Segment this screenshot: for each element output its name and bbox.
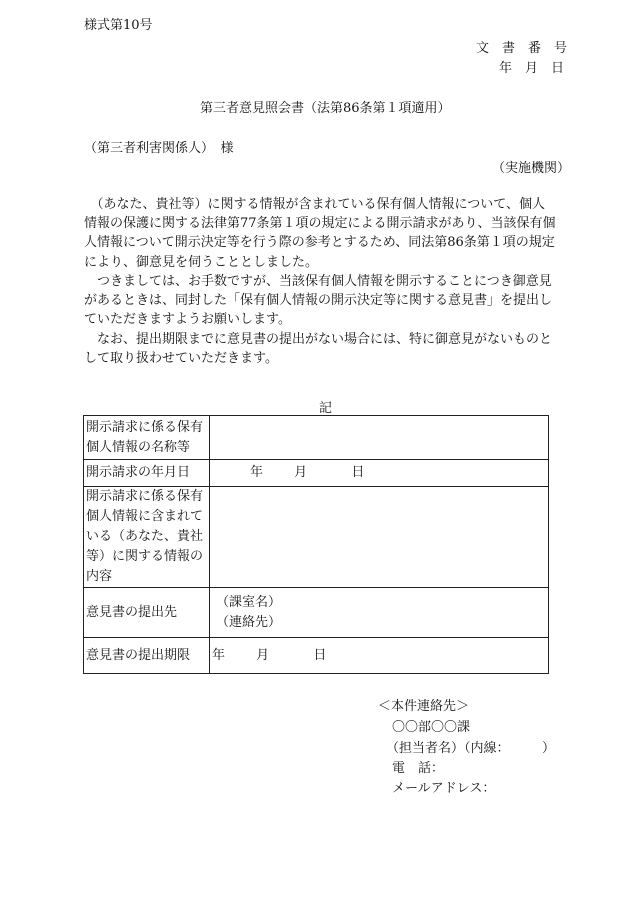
form-number: 様式第10号 bbox=[84, 18, 153, 33]
body-paragraph-3 bbox=[84, 330, 564, 368]
body-paragraph-2 bbox=[84, 272, 564, 330]
submit-to-contact: （連絡先） bbox=[216, 614, 282, 630]
details-table bbox=[83, 415, 549, 674]
body-line: なお、提出期限までに意見書の提出がない場合には、特に御意見がないものと bbox=[84, 332, 553, 347]
deadline-label: 意見書の提出期限 bbox=[84, 638, 210, 674]
submit-to-value[interactable] bbox=[210, 588, 549, 638]
table-row bbox=[84, 588, 549, 638]
request-date-month: 月 bbox=[294, 465, 308, 480]
contact-person: （担当者名）（内線： ） bbox=[386, 741, 556, 756]
body-line: ていただきますようお願いします。 bbox=[84, 312, 291, 328]
contact-email: メールアドレス： bbox=[392, 781, 496, 796]
body-line: 情報の保護に関する法律第77条第１項の規定による開示請求があり、当該保有個 bbox=[84, 216, 556, 232]
body-line: があるときは、同封した「保有個人情報の開示決定等に関する意見書」を提出し bbox=[84, 293, 553, 309]
table-row bbox=[84, 460, 549, 487]
ki-label: 記 bbox=[319, 401, 333, 416]
info-name-value[interactable] bbox=[210, 416, 549, 460]
body-line: 人情報について開示決定等を行う際の参考とするため、同法第86条第１項の規定 bbox=[84, 235, 555, 251]
contact-phone: 電 話： bbox=[392, 761, 445, 776]
request-date-day: 日 bbox=[351, 465, 365, 480]
table-row bbox=[84, 638, 549, 674]
deadline-year: 年 bbox=[212, 647, 226, 663]
request-date-year: 年 bbox=[250, 465, 264, 480]
deadline-day: 日 bbox=[313, 647, 327, 663]
body-line: （あなた、貴社等）に関する情報が含まれている保有個人情報について、個人 bbox=[84, 197, 545, 212]
body-paragraph-1 bbox=[84, 195, 564, 272]
body-line: して取り扱わせていただきます。 bbox=[84, 351, 278, 367]
body-line: つきましては、お手数ですが、当該保有個人情報を開示することにつき御意見 bbox=[84, 274, 552, 289]
table-row bbox=[84, 487, 549, 588]
document-title: 第三者意見照会書（法第86条第１項適用） bbox=[200, 101, 451, 116]
sender-agency: （実施機関） bbox=[492, 161, 571, 176]
body-line: により、御意見を伺うこととしました。 bbox=[84, 254, 319, 270]
contact-department: 〇〇部〇〇課 bbox=[392, 720, 471, 735]
date-label: 年 月 日 bbox=[499, 61, 565, 76]
content-label: 開示請求に係る保有個人情報に含まれている（あなた、貴社等）に関する情報の内容 bbox=[84, 487, 210, 588]
request-date-value[interactable] bbox=[210, 460, 549, 487]
contact-heading: ＜本件連絡先＞ bbox=[378, 699, 470, 714]
deadline-value[interactable] bbox=[210, 638, 549, 674]
deadline-month: 月 bbox=[256, 647, 270, 663]
submit-to-label: 意見書の提出先 bbox=[84, 588, 210, 638]
table-row bbox=[84, 416, 549, 460]
info-name-label: 開示請求に係る保有個人情報の名称等 bbox=[84, 416, 210, 460]
submit-to-department: （課室名） bbox=[216, 594, 282, 610]
request-date-label: 開示請求の年月日 bbox=[84, 460, 210, 487]
document-number-label: 文 書 番 号 bbox=[476, 41, 568, 56]
content-value[interactable] bbox=[210, 487, 549, 588]
addressee: （第三者利害関係人） 様 bbox=[84, 141, 234, 156]
